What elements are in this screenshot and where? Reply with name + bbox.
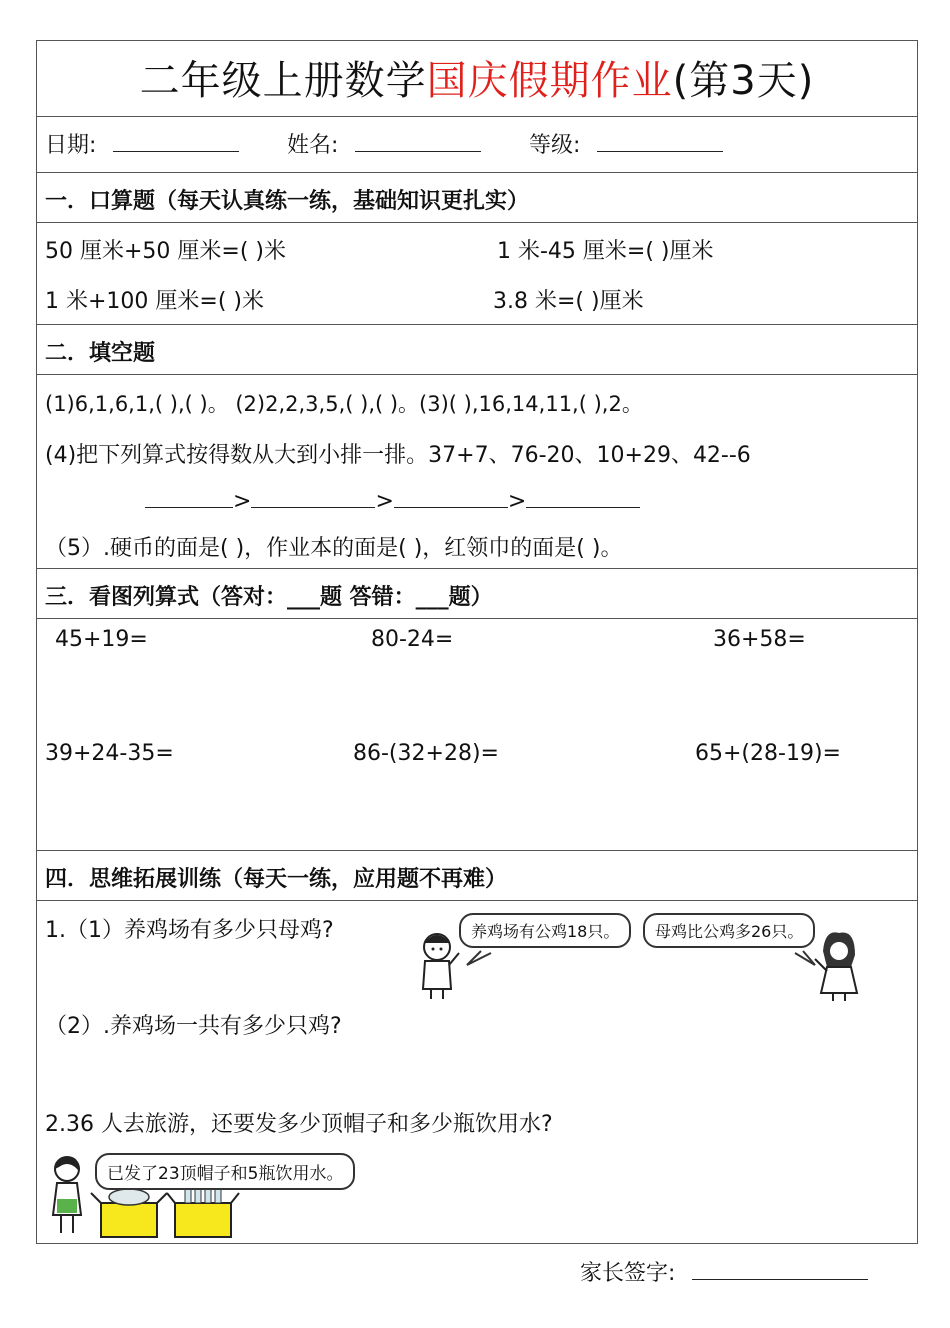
equation-2: 80-24= — [371, 627, 454, 652]
boy-figure — [423, 934, 459, 999]
section2-body — [37, 375, 917, 569]
girl-figure — [53, 1157, 81, 1233]
section3-heading-row — [37, 569, 917, 619]
order-blank-3[interactable] — [394, 485, 508, 508]
date-label: 日期: — [45, 133, 97, 158]
water-box-icon — [167, 1185, 239, 1237]
speech-bubble-hens: 母鸡比公鸡多26只。 — [643, 913, 815, 948]
equation-5: 86-(32+28)= — [353, 741, 499, 766]
grade-label: 等级: — [529, 133, 581, 158]
girl-figure — [815, 932, 857, 1001]
oral-q1: 50 厘米+50 厘米=( )米 — [45, 239, 287, 264]
word-q1b: （2）.养鸡场一共有多少只鸡? — [45, 1014, 342, 1039]
fill-q5: （5）.硬币的面是( )，作业本的面是( )，红领巾的面是( )。 — [45, 536, 623, 561]
hat-box-icon — [91, 1189, 167, 1237]
order-blank-1[interactable] — [145, 485, 233, 508]
word-q1a: 1.（1）养鸡场有多少只母鸡? — [45, 918, 334, 943]
section3-body — [37, 619, 917, 851]
oral-q3: 1 米+100 厘米=( )米 — [45, 289, 265, 314]
equation-4: 39+24-35= — [45, 741, 174, 766]
name-blank[interactable] — [355, 129, 481, 152]
word-q2: 2.36 人去旅游，还要发多少顶帽子和多少瓶饮用水? — [45, 1112, 553, 1137]
equation-3: 36+58= — [713, 627, 806, 652]
section1-heading-row — [37, 173, 917, 223]
parent-signature[interactable] — [580, 1256, 868, 1287]
signature-label: 家长签字: — [580, 1261, 676, 1286]
gt-sign: > — [233, 489, 252, 514]
title-row — [37, 41, 917, 117]
order-blanks — [145, 485, 640, 514]
equation-1: 45+19= — [55, 627, 148, 652]
section1-heading: 一．口算题（每天认真练一练，基础知识更扎实） — [45, 189, 530, 214]
oral-q4: 3.8 米=( )厘米 — [493, 289, 644, 314]
signature-blank[interactable] — [692, 1257, 868, 1280]
section3-heading: 三．看图列算式（答对：___题 答错：___题） — [45, 585, 493, 610]
grade-field[interactable] — [529, 128, 723, 159]
worksheet — [36, 40, 918, 1244]
fill-q1-3: (1)6,1,6,1,( ),( )。 (2)2,2,3,5,( ),( )。(3)( ),16,14,11,( ),2。 — [45, 392, 643, 416]
gt-sign: > — [507, 489, 527, 514]
name-field[interactable] — [287, 128, 481, 159]
section4-heading-row — [37, 851, 917, 901]
date-field[interactable] — [45, 128, 239, 159]
oral-q2: 1 米-45 厘米=( )厘米 — [497, 239, 714, 264]
section2-heading-row — [37, 325, 917, 375]
section4-body — [37, 901, 917, 1243]
speech-bubble-supplies: 已发了23顶帽子和5瓶饮用水。 — [95, 1153, 355, 1190]
name-label: 姓名: — [287, 133, 339, 158]
fill-q4: (4)把下列算式按得数从大到小排一排。37+7、76-20、10+29、42--6 — [45, 443, 751, 468]
section4-heading: 四．思维拓展训练（每天一练，应用题不再难） — [45, 867, 508, 892]
equation-6: 65+(28-19)= — [695, 741, 841, 766]
title-grade: 二年级上册数学 — [139, 58, 427, 104]
title-holiday: 国庆假期作业 — [426, 58, 673, 104]
info-row — [37, 117, 917, 173]
date-blank[interactable] — [113, 129, 239, 152]
page-title — [37, 49, 917, 106]
order-blank-2[interactable] — [251, 485, 375, 508]
gt-sign: > — [375, 489, 394, 514]
grade-blank[interactable] — [597, 129, 723, 152]
section1-body — [37, 223, 917, 325]
title-day: (第3天) — [672, 58, 815, 104]
order-blank-4[interactable] — [526, 485, 640, 508]
section2-heading: 二．填空题 — [45, 341, 156, 366]
speech-bubble-roosters: 养鸡场有公鸡18只。 — [459, 913, 631, 948]
